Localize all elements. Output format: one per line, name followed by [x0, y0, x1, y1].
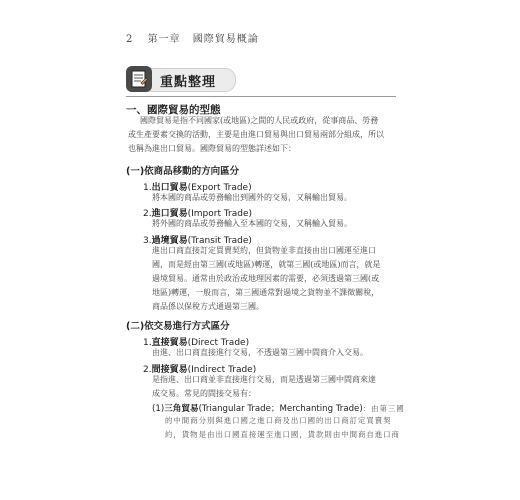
item-term: 進口貿易 [151, 209, 188, 219]
body-line: 約，貨物是由出口國直接運至進口國，貨款則由中間商自進口商 [165, 430, 400, 439]
body-line: 進出口商直接訂定買賣契約，但貨物並非直接由出口國運至進口 [152, 246, 376, 255]
list-item-body [152, 373, 376, 401]
chapter-label: 第一章 [147, 34, 181, 45]
sub-item-english: (Triangular Trade；Merchanting Trade) [198, 404, 363, 414]
item-english: (Direct Trade) [187, 338, 250, 348]
body-line: 國，而是經由第三國(或地區)轉運，就第三國(或地區)而言，就是 [152, 260, 381, 269]
item-english: (Export Trade) [187, 183, 252, 193]
item-number: 1. [143, 338, 152, 348]
list-item-body [152, 191, 352, 205]
intro-line: 也稱為進出口貿易。國際貿易的型態詳述如下： [128, 144, 296, 153]
item-number: 1. [143, 183, 152, 193]
sub-item-number: (1) [152, 404, 165, 414]
body-line: 過境貿易。通常由於政治或地理因素的需要，必須透過第三國(或 [152, 274, 380, 283]
item-term: 過境貿易 [151, 236, 188, 246]
section-heading: 一、國際貿易的型態 [126, 104, 221, 116]
body-line: 將本國的商品或勞務輸出到國外的交易，又稱輸出貿易。 [152, 193, 352, 202]
item-term: 出口貿易 [151, 183, 188, 193]
page-number: 2 [126, 34, 134, 45]
body-line: 是指進、出口商並非直接進行交易，而是透過第三國中間商來達 [152, 375, 376, 384]
intro-paragraph [128, 114, 384, 156]
subsection-heading: (二)依交易進行方式區分 [126, 321, 230, 332]
item-english: (Import Trade) [187, 209, 253, 219]
chapter-title: 國際貿易概論 [192, 34, 259, 45]
body-line: 由進、出口商直接進行交易，不透過第三國中間商介入交易。 [152, 348, 368, 357]
body-line: 成交易。常見的間接交易有： [152, 389, 256, 398]
subsection-heading: (一)依商品移動的方向區分 [126, 166, 240, 177]
body-line: 地區)轉運，一般而言，第三國通常對過境之貨物並不課徵關稅， [152, 288, 380, 297]
notes-icon [126, 66, 152, 92]
body-line: 的中間商分別與進口國之進口商及出口國的出口商訂定買賣契 [165, 416, 392, 425]
item-english: (Indirect Trade) [187, 365, 257, 375]
list-item-body [152, 217, 352, 231]
body-line: 商品係以保稅方式通過第三國。 [152, 302, 264, 311]
section-badge-title: 重點整理 [160, 75, 217, 90]
list-item-body [152, 244, 380, 314]
sub-item-heading [152, 402, 405, 414]
intro-line: 國際貿易是指不同國家(或地區)之間的人民或政府，從事商品、勞務 [140, 116, 379, 125]
item-number: 2. [143, 209, 152, 219]
item-english: (Transit Trade) [187, 236, 252, 246]
section-badge [126, 66, 238, 92]
item-term: 直接貿易 [151, 338, 188, 348]
sub-item-term: 三角貿易 [164, 404, 199, 414]
running-header [126, 30, 259, 45]
sub-item-body [165, 414, 400, 442]
item-number: 3. [143, 236, 152, 246]
body-line: 將外國的商品或勞務輸入至本國的交易，又稱輸入貿易。 [152, 219, 352, 228]
item-term: 間接貿易 [151, 365, 188, 375]
list-item-body [152, 346, 368, 360]
section-divider [126, 96, 396, 97]
sub-item-trail: ：由第三國 [362, 404, 405, 413]
intro-line: 或生產要素交換的活動，主要是由進口貿易與出口貿易兩部分組成，所以 [128, 130, 384, 139]
item-number: 2. [143, 365, 152, 375]
